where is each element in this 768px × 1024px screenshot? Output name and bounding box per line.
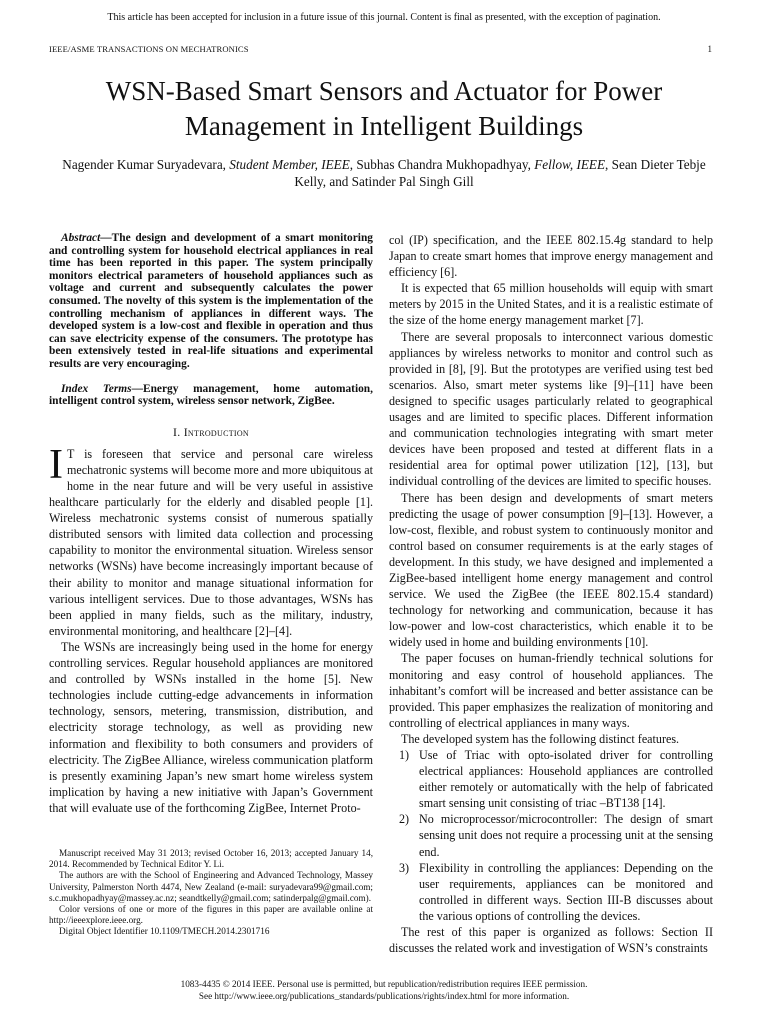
- feature-item: [389, 860, 713, 924]
- footnote-doi: Digital Object Identifier 10.1109/TMECH.2014.2301716: [59, 926, 270, 937]
- author-3: , Sean Dieter Tebje Kelly, and Satinder Pal Singh Gill: [294, 157, 706, 189]
- journal-running-head: IEEE/ASME TRANSACTIONS ON MECHATRONICS: [49, 44, 249, 54]
- right-paragraph-1: col (IP) specification, and the IEEE 802.15.4g standard to help Japan to create smart homes that improve energy management and efficiency [6].: [389, 233, 713, 280]
- author-1-role: Student Member, IEEE: [229, 157, 350, 172]
- intro-paragraph-1: [49, 441, 373, 639]
- footnote-manuscript: Manuscript received May 31 2013; revised October 16, 2013; accepted January 14, 2014. Recommended by Technical Editor Y. Li.: [49, 848, 373, 870]
- right-paragraph-7: The rest of this paper is organized as follows: Section II discusses the related work and investigation of WSN’s constraints: [389, 925, 713, 956]
- right-column: [389, 232, 713, 956]
- right-paragraph-3: There are several proposals to interconnect various domestic appliances by wireless networks to monitor and control such as provided in [8], [9]. But the prototypes are verified using test bed scenarios. Also, smart meter systems like [9]–[11] have been designed to specific usages particularly related to geographical usages and are limited to specific places. Different information and communication technologies integrating with smart meter devices have been proposed and tested at different flats in a residential area for optimal power utilization [12], [13], but individual controlling of the devices are limited to specific houses.: [389, 329, 713, 489]
- page-number: 1: [707, 44, 712, 54]
- intro-paragraph-1-text: T is foreseen that service and personal care wireless mechatronic systems will become more and more ubiquitous at home in the near future and will be very useful in assistive healthcare particularly for the elderly and disabled people [1]. Wireless mechatronic systems consist of numerous spatially distributed sensors with limited data collection and processing capability to monitor the environmental situation. Wireless sensor networks (WSNs) have become increasingly important because of their ability to monitor and manage situational information for various intelligent services. Due to those advantages, WSNs has been applied in many fields, such as the military, industry, environmental monitoring, and healthcare [2]–[4].: [49, 446, 373, 638]
- author-list: [60, 156, 708, 190]
- left-column: [49, 232, 373, 816]
- footnote-block: [49, 848, 373, 938]
- copyright-line: 1083-4435 © 2014 IEEE. Personal use is permitted, but republication/redistribution requires IEEE permission.: [180, 979, 588, 989]
- rights-link-line: See http://www.ieee.org/publications_standards/publications/rights/index.html for more information.: [198, 991, 570, 1001]
- drop-cap: I: [49, 441, 63, 488]
- abstract-text: —The design and development of a smart monitoring and controlling system for household electrical appliances in real time has been reported in this paper. The system principally monitors electrical parameters of household appliances such as voltage and current and subsequently calculates the power consumed. The novelty of this system is the implementation of the controlling mechanism of appliances in different ways. The developed system is a low-cost and flexible in operation and thus can save electricity expense of the consumers. The prototype has been extensively tested in real-life situations and experimental results are very encouraging.: [49, 232, 373, 370]
- feature-number: 3): [399, 860, 410, 875]
- intro-paragraph-2: The WSNs are increasingly being used in the home for energy controlling services. Regular household appliances are monitored and controlled by WSNs installed in the home [5]. New technologies include cutting-edge advancements in information technology, sensors, metering, transmission, distribution, and electricity storage technology, as well as providing new information and flexibility to both consumers and providers of electricity. The ZigBee Alliance, wireless communication platform is presently examining Japan’s new smart home wireless system implication by having a new initiative with Japan’s Government that will evaluate use of the forthcoming ZigBee, Internet Proto-: [49, 639, 373, 815]
- acceptance-notice: This article has been accepted for inclusion in a future issue of this journal. Content is final as presented, with the exception of pagination.: [107, 12, 661, 23]
- feature-text: Flexibility in controlling the appliances: Depending on the user requirements, appliances can be monitored and controlled in different ways. Section III-B discusses about the various options of controlling the devices.: [419, 860, 713, 923]
- feature-number: 2): [399, 812, 410, 827]
- paper-title: WSN-Based Smart Sensors and Actuator for Power Management in Intelligent Buildings: [105, 76, 663, 141]
- index-terms-lead: Index Terms: [61, 382, 132, 395]
- feature-text: Use of Triac with opto-isolated driver for controlling electrical appliances: Household appliances are controlled either remotely or automatically with the help of fabricated smart sensing unit consisting of triac –BT138 [14].: [419, 748, 713, 811]
- section-heading-introduction: [49, 424, 373, 440]
- author-1: Nagender Kumar Suryadevara,: [62, 157, 226, 172]
- author-2: , Subhas Chandra Mukhopadhyay,: [349, 157, 531, 172]
- author-2-role: Fellow, IEEE: [534, 157, 606, 172]
- section-title: Introduction: [183, 424, 250, 439]
- abstract-lead: Abstract: [61, 232, 101, 244]
- right-paragraph-4: There has been design and developments of smart meters predicting the usage of power consumption [9]–[13]. However, a low-cost, flexible, and robust system to continuously monitor and control based on consumer requirements is at the early stages of development. In this study, we have designed and implemented a ZigBee-based intelligent home energy management and control service. We used the ZigBee (the IEEE 802.15.4 standard) technology for networking and communication, because it has low-power and low-cost characteristics, which enable it to be widely used in home and building environments [10].: [389, 490, 713, 650]
- index-terms: [49, 383, 373, 408]
- feature-list: [389, 747, 713, 924]
- right-paragraph-2: It is expected that 65 million households will equip with smart meters by 2015 in the United States, and it is a realistic estimate of the size of the home energy management market [7].: [389, 281, 713, 328]
- feature-number: 1): [399, 748, 410, 762]
- right-paragraph-5: The paper focuses on human-friendly technical solutions for monitoring and easy control of household appliances. The inhabitant’s comfort will be increased and better assistance can be provided. This paper emphasizes the realization of monitoring and controlling of electrical appliances in many ways.: [389, 651, 713, 730]
- footnote-color-versions: Color versions of one or more of the figures in this paper are available online at http://ieeexplore.ieee.org.: [49, 904, 373, 926]
- copyright-footer: [0, 978, 768, 1002]
- right-paragraph-6: The developed system has the following distinct features.: [401, 731, 680, 746]
- section-numeral: I.: [172, 424, 181, 439]
- abstract: [49, 232, 373, 371]
- footnote-affiliation: The authors are with the School of Engineering and Advanced Technology, Massey University, Palmerston North 4474, New Zealand (e-mail: suryadevara99@gmail.com; s.c.mukhopadhyay@massey.ac.nz; seandtkelly@gmail.com; satinderpalg@gmail.com).: [49, 870, 373, 903]
- feature-item: [389, 811, 713, 859]
- feature-item: [389, 747, 713, 811]
- index-terms-text: —Energy management, home automation, intelligent control system, wireless sensor network, ZigBee.: [49, 382, 373, 408]
- feature-text: No microprocessor/microcontroller: The design of smart sensing unit does not require a processing unit at the sensing end.: [419, 812, 713, 859]
